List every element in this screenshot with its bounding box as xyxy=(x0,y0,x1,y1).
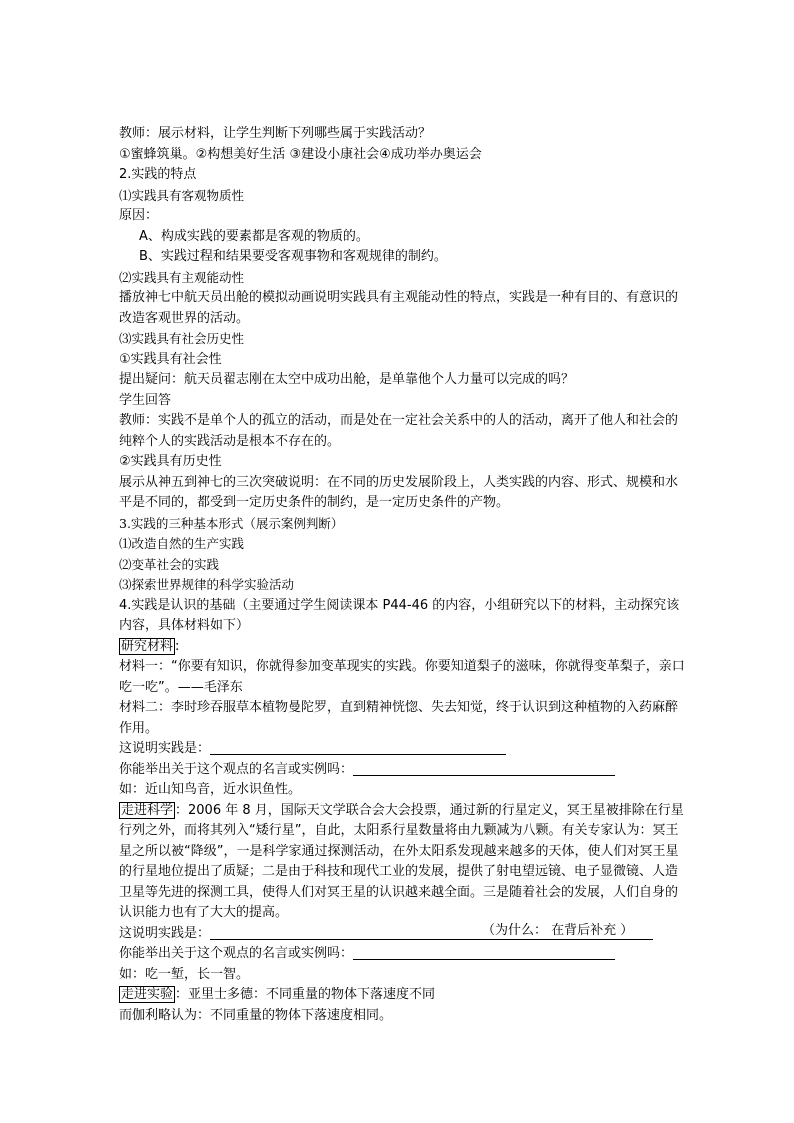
section-heading-2: 2.实践的特点 xyxy=(119,167,197,182)
question-astronaut: 提出疑问：航天员翟志刚在太空中成功出舱，是单靠他个人力量可以完成的吗？ xyxy=(119,372,575,387)
document-body xyxy=(119,124,685,1026)
student-answer: 学生回答 xyxy=(119,392,172,408)
subheading-objective: ⑴实践具有客观物质性 xyxy=(119,187,245,203)
paragraph-shenqi: 播放神七中航天员出舱的模拟动画说明实践具有主观能动性的特点，实践是一种有目的、有意识的改造客观世界的活动。 xyxy=(119,290,679,326)
subheading-historical: ②实践具有历史性 xyxy=(119,454,222,469)
reason-a: A、构成实践的要素都是客观的物质的。 xyxy=(139,228,369,244)
fill-practice-is-1: 这说明实践是： xyxy=(119,739,685,760)
boxed-label: 研究材料 xyxy=(121,638,174,654)
boxed-label: 走进实验 xyxy=(121,987,174,1002)
form-science: ⑶探索世界规律的科学实验活动 xyxy=(119,577,295,592)
form-social-change: ⑵变革社会的实践 xyxy=(119,556,220,572)
paragraph-shenwu: 展示从神五到神七的三次突破说明：在不同的历史发展阶段上，人类实践的内容、形式、规模和水平是不同的，都受到一定历史条件的制约，是一定历史条件的产物。 xyxy=(119,474,679,510)
fill-example-1: 你能举出关于这个观点的名言或实例吗： xyxy=(119,760,685,781)
blank-note: （为什么： 在背后补充 ） xyxy=(482,922,634,938)
fill-example-2: 你能举出关于这个观点的名言或实例吗： xyxy=(119,944,685,965)
subheading-social: ①实践具有社会性 xyxy=(119,351,222,367)
answer-blank[interactable] xyxy=(210,922,653,940)
galileo-line: 而伽利略认为：不同重量的物体下落速度相同。 xyxy=(119,1007,393,1023)
example-1: 如：近山知鸟音，近水识鱼性。 xyxy=(119,782,302,797)
answer-blank[interactable] xyxy=(353,945,615,960)
reason-label: 原因： xyxy=(119,208,159,223)
reason-b: B、实践过程和结果要受客观事物和客观规律的制约。 xyxy=(139,249,447,264)
science-paragraph: 走进科学 ：2006 年 8 月，国际天文学联合会大会投票，通过新的行星定义，冥王星被排除在行星行列之外，而将其列入“矮行星”，自此，太阳系行星数量将由九颗减为八颗。有关专家认为：冥王星之所以被“降级”，一是科学家通过探测活动，在外太阳系发现越来越多的天体，使人们对冥王星的行星地位提出了质疑；二是由于科技和现代工业的发展，提供了射电望远镜、电子显微镜、人造卫星等先进的探测工具，使得人们对冥王星的认识越来越全面。三是随着社会的发展，人们自身的认识能力也有了大大的提高。 xyxy=(119,802,684,920)
answer-blank[interactable] xyxy=(210,740,506,755)
research-material-label: 研究材料 : xyxy=(121,638,180,654)
material-two: 材料二：李时珍吞服草本植物曼陀罗，直到精神恍惚、失去知觉，终于认识到这种植物的入药麻醉作用。 xyxy=(119,700,679,736)
teacher-prompt: 教师：展示材料，让学生判断下列哪些属于实践活动？ xyxy=(119,126,432,141)
material-one: 材料一：“你要有知识，你就得参加变革现实的实践。你要知道梨子的滋味，你就得变革梨子，亲口吃一吃”。——毛泽东 xyxy=(119,659,685,695)
answer-blank[interactable] xyxy=(353,761,615,776)
subheading-social-history: ⑶实践具有社会历史性 xyxy=(119,331,245,346)
section-heading-4: 4.实践是认识的基础（主要通过学生阅读课本 P44-46 的内容，小组研究以下的材料，主动探究该内容，具体材料如下） xyxy=(119,597,680,633)
example-2: 如：吃一堑，长一智。 xyxy=(119,966,250,982)
options-list: ①蜜蜂筑巢。②构想美好生活 ③建设小康社会④成功举办奥运会 xyxy=(119,146,482,162)
teacher-explanation: 教师：实践不是单个人的孤立的活动，而是处在一定社会关系中的人的活动，离开了他人和社会的纯粹个人的实践活动是根本不存在的。 xyxy=(119,413,679,449)
form-production: ⑴改造自然的生产实践 xyxy=(119,536,245,551)
fill-practice-is-2: 这说明实践是： （为什么： 在背后补充 ） xyxy=(119,924,685,945)
experiment-line: 走进实验 ：亚里士多德：不同重量的物体下落速度不同 xyxy=(121,987,436,1002)
boxed-label: 走进科学 xyxy=(121,802,174,818)
section-heading-3: 3.实践的三种基本形式（展示案例判断） xyxy=(119,515,344,531)
subheading-initiative: ⑵实践具有主观能动性 xyxy=(119,269,245,285)
